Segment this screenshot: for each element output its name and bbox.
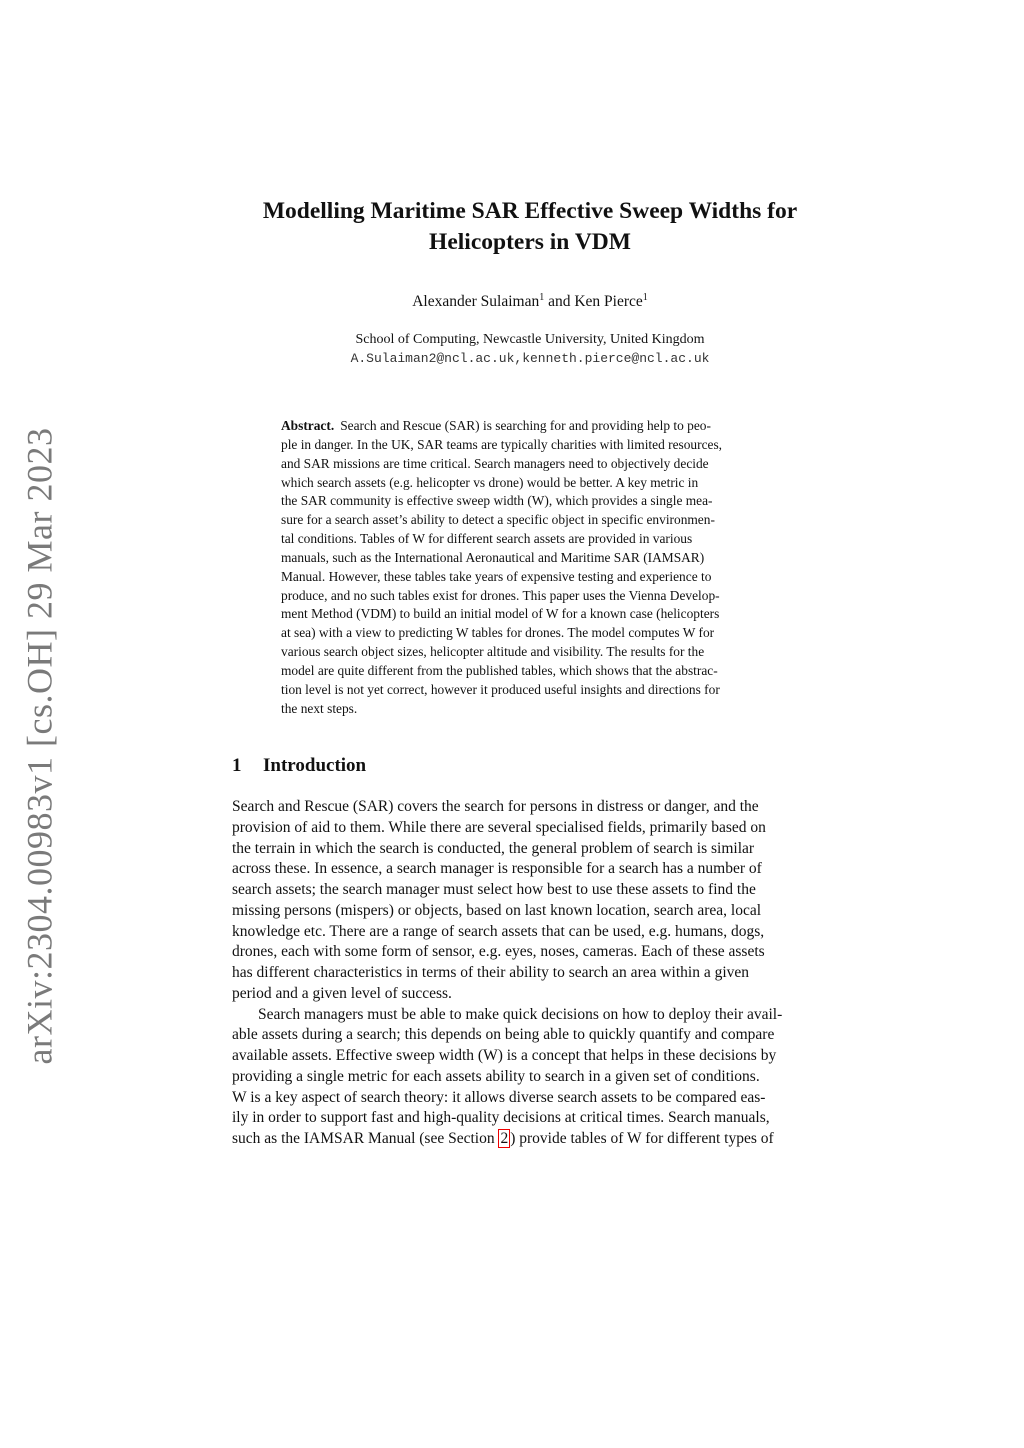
arxiv-identifier-text: arXiv:2304.00983v1 [cs.OH] 29 Mar 2023 [19, 427, 59, 1065]
author-joiner: and [544, 293, 575, 310]
author-name: Alexander Sulaiman [412, 293, 540, 310]
abstract [281, 417, 779, 719]
body-line: Search managers must be able to make quick decisions on how to deploy their avail- [258, 1005, 783, 1023]
title-line-2: Helicopters in VDM [429, 229, 631, 255]
body-line: available assets. Effective sweep width (W) is a concept that helps in these decisions by [232, 1047, 777, 1064]
body-line: provision of aid to them. While there are several specialised fields, primarily based on [232, 818, 766, 836]
title-line-1: Modelling Maritime SAR Effective Sweep Widths for [262, 198, 798, 224]
abstract-line: tion level is not yet correct, however it produced useful insights and directions for [281, 681, 720, 697]
abstract-line: model are quite different from the published tables, which shows that the abstrac- [281, 662, 718, 678]
abstract-label: Abstract. [281, 418, 335, 433]
section-reference-link[interactable]: 2 [500, 1130, 509, 1147]
abstract-line: at sea) with a view to predicting W tables for drones. The model computes W for [281, 625, 715, 641]
abstract-text: Search and Rescue (SAR) is searching for and providing help to peo- [340, 418, 711, 433]
body-line: ily in order to support fast and high-quality decisions at critical times. Search manuals, [232, 1109, 770, 1127]
body-line: able assets during a search; this depends on being able to quickly quantify and compare [232, 1026, 775, 1044]
author-list [232, 292, 828, 312]
author-name: Ken Pierce [574, 293, 643, 310]
arxiv-identifier-stamp [10, 427, 68, 1065]
affiliation: School of Computing, Newcastle University, United Kingdom [355, 332, 705, 347]
body-line: period and a given level of success. [232, 984, 452, 1002]
abstract-line: ple in danger. In the UK, SAR teams are typically charities with limited resources, [281, 436, 723, 452]
affiliation-mark: 1 [539, 291, 545, 303]
introduction-body [232, 797, 828, 1150]
abstract-line: manuals, such as the International Aeronautical and Maritime SAR (IAMSAR) [281, 549, 705, 565]
abstract-line: the SAR community is effective sweep width (W), which provides a single mea- [281, 493, 713, 509]
body-line: the terrain in which the search is conducted, the general problem of search is similar [232, 839, 755, 857]
body-line: has different characteristics in terms of their ability to search an area within a given [232, 964, 750, 981]
body-line: knowledge etc. There are a range of search assets that can be used, e.g. humans, dogs, [232, 922, 765, 940]
body-line: drones, each with some form of sensor, e.g. eyes, noses, cameras. Each of these assets [232, 943, 765, 961]
paper-title [232, 196, 828, 258]
abstract-line: sure for a search asset’s ability to detect a specific object in specific environmen- [281, 512, 715, 528]
body-line: missing persons (mispers) or objects, based on last known location, search area, local [232, 901, 762, 919]
abstract-line: various search object sizes, helicopter altitude and visibility. The results for the [281, 644, 705, 660]
section-heading [232, 754, 366, 778]
body-line: providing a single metric for each assets ability to search in a given set of conditions. [232, 1067, 760, 1085]
section-title: Introduction [263, 755, 367, 776]
body-text: such as the IAMSAR Manual (see Section [232, 1130, 499, 1147]
author-emails: A.Sulaiman2@ncl.ac.uk,kenneth.pierce@ncl.ac.uk [350, 351, 710, 366]
abstract-line: and SAR missions are time critical. Search managers need to objectively decide [281, 455, 709, 471]
abstract-line: Manual. However, these tables take years of expensive testing and experience to [281, 568, 712, 584]
section-number: 1 [232, 755, 242, 776]
body-line [232, 1129, 828, 1150]
body-line: across these. In essence, a search manager is responsible for a search has a number of [232, 860, 762, 878]
abstract-line: tal conditions. Tables of W for different search assets are provided in various [281, 531, 693, 547]
abstract-line: produce, and no such tables exist for drones. This paper uses the Vienna Develop- [281, 587, 720, 603]
abstract-line: the next steps. [281, 700, 358, 716]
body-line: search assets; the search manager must select how best to use these assets to find the [232, 881, 756, 898]
abstract-line [281, 417, 779, 436]
body-line: W is a key aspect of search theory: it allows diverse search assets to be compared eas- [232, 1088, 766, 1106]
abstract-line: which search assets (e.g. helicopter vs drone) would be better. A key metric in [281, 474, 699, 490]
body-text: ) provide tables of W for different types of [510, 1130, 774, 1147]
affiliation-mark: 1 [642, 291, 648, 303]
abstract-line: ment Method (VDM) to build an initial model of W for a known case (helicopters [281, 606, 720, 622]
body-line: Search and Rescue (SAR) covers the search for persons in distress or danger, and the [232, 798, 759, 815]
